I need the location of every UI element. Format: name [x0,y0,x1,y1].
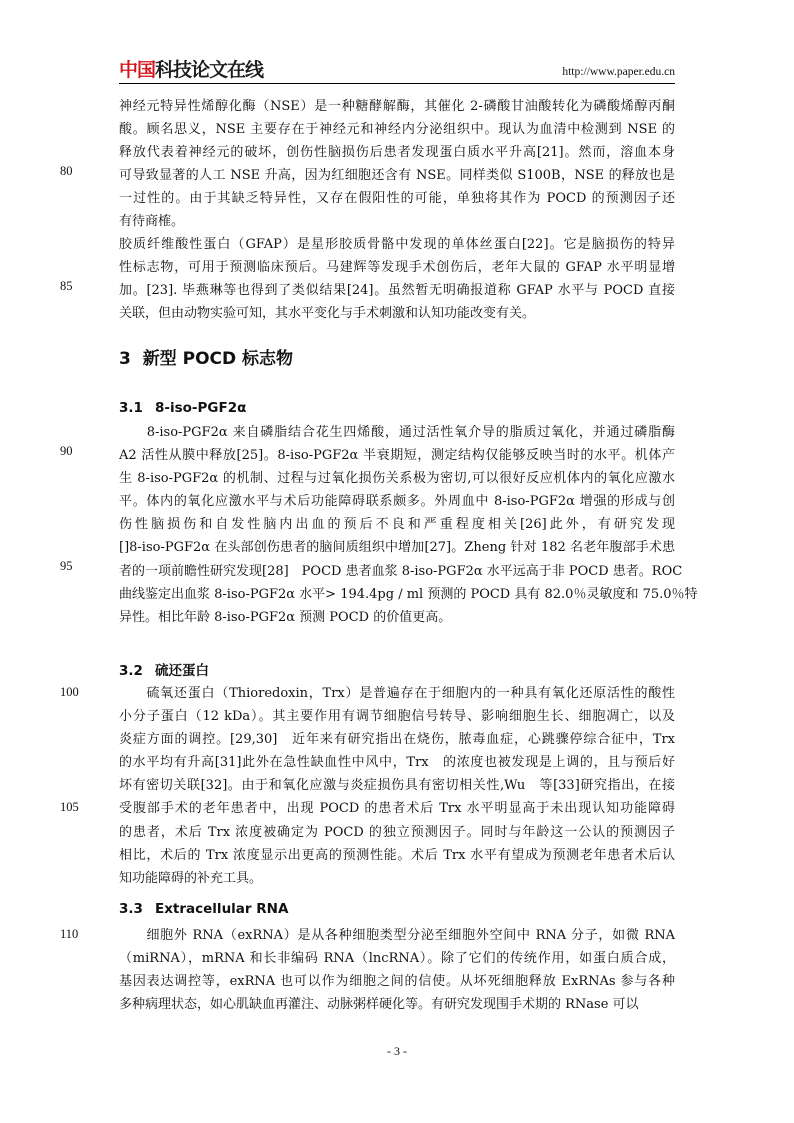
text-line: []8-iso-PGF2α 在头部创伤患者的脑间质组织中增加[27]。Zheng 针对 182 名老年腹部手术患 [119,540,675,556]
text-line: 可导致显著的人工 NSE 升高，因为红细胞还含有 NSE。同样类似 S100B，NSE 的释放也是 [119,168,675,184]
text-line: A2 活性从膜中释放[25]。8-iso-PGF2α 半衰期短，测定结构仅能够反映当时的水平。机体产 [119,448,675,464]
paragraph-thioredoxin [119,682,675,890]
text-line: 神经元特异性烯醇化酶（NSE）是一种糖酵解酶，其催化 2-磷酸甘油酸转化为磷酸烯醇丙酮 [119,99,675,114]
text-line: 受腹部手术的老年患者中，出现 POCD 的患者术后 Trx 水平明显高于未出现认知功能障碍 [119,801,675,817]
text-line: 的水平均有升高[31]此外在急性缺血性中风中，Trx 的浓度也被发现是上调的，且与预后好 [119,755,675,771]
text-line: 硫氧还蛋白（Thioredoxin，Trx）是普遍存在于细胞内的一种具有氧化还原活性的酸性 [119,686,675,701]
line-number: 105 [60,800,79,814]
text-line: 坏有密切关联[32]。由于和氧化应激与炎症损伤具有密切相关性,Wu 等[33]研究指出，在接 [119,778,675,794]
line-number: 85 [60,279,73,293]
text-line: 有待商榷。 [119,214,185,230]
text-line: 多种病理状态，如心肌缺血再灌注、动脉粥样硬化等。有研究发现围手术期的 RNase 可以 [119,997,639,1013]
line-number: 95 [60,559,73,573]
text-line: 小分子蛋白（12 kDa）。其主要作用有调节细胞信号转导、影响细胞生长、细胞凋亡，以及 [119,709,675,725]
text-line: 酸。顾名思义，NSE 主要存在于神经元和神经内分泌组织中。现认为血清中检测到 NSE 的 [119,122,675,138]
text-line: 细胞外 RNA（exRNA）是从各种细胞类型分泌至细胞外空间中 RNA 分子，如微 RNA [119,928,675,943]
subsection-heading-3-3: 3.3 Extracellular RNA [119,901,289,917]
line-number: 80 [60,164,73,178]
text-line: 异性。相比年龄 8-iso-PGF2α 预测 POCD 的价值更高。 [119,609,452,625]
page-number: - 3 - [387,1044,407,1058]
header-rule [119,83,675,84]
subsection-heading-3-1: 3.1 8-iso-PGF2α [119,400,247,416]
line-number: 100 [60,685,79,699]
text-line: 胶质纤维酸性蛋白（GFAP）是星形胶质骨骼中发现的单体丝蛋白[22]。它是脑损伤的特异 [119,237,675,252]
text-line: 生 8-iso-PGF2α 的机制、过程与过氧化损伤关系极为密切,可以很好反应机体内的氧化应激水 [119,471,675,487]
text-line: 8-iso-PGF2α 来自磷脂结合花生四烯酸，通过活性氧介导的脂质过氧化，并通过磷脂酶 [119,425,675,440]
paragraph-8-iso-pgf2a [119,421,698,629]
text-line: 相比，术后的 Trx 浓度显示出更高的预测性能。术后 Trx 水平有望成为预测老年患者术后认 [119,847,675,863]
text-line: 的患者，术后 Trx 浓度被确定为 POCD 的独立预测因子。同时与年龄这一公认的预测因子 [119,824,675,840]
text-line: 关联，但由动物实验可知，其水平变化与手术刺激和认知功能改变有关。 [119,306,536,322]
text-line: 释放代表着神经元的破坏，创伤性脑损伤后患者发现蛋白质水平升高[21]。然而，溶血本身 [119,145,675,161]
text-line: 炎症方面的调控。[29,30] 近年来有研究指出在烧伤，脓毒血症，心跳骤停综合征中，Trx [119,732,675,748]
line-number: 110 [60,927,79,941]
paragraph-extracellular-rna [119,924,675,1016]
text-line: 曲线鉴定出血浆 8-iso-PGF2α 水平> 194.4pg / ml 预测的 POCD 具有 82.0％灵敏度和 75.0％特 [119,586,698,602]
header-url[interactable]: http://www.paper.edu.cn [562,66,675,78]
text-line: 伤性脑损伤和自发性脑内出血的预后不良和严重程度相关[26]此外，有研究发现 [119,517,675,533]
text-line: 性标志物，可用于预测临床预后。马建辉等发现手术创伤后，老年大鼠的 GFAP 水平明显增 [119,260,675,276]
text-line: 知功能障碍的补充工具。 [119,870,263,886]
text-line: 者的一项前瞻性研究发现[28] POCD 患者血浆 8-iso-PGF2α 水平远高于非 POCD 患者。ROC [119,563,683,579]
paragraph-gfap [119,233,675,325]
text-line: 平。体内的氧化应激水平与术后功能障碍联系颇多。外周血中 8-iso-PGF2α 增强的形成与创 [119,494,675,510]
journal-logo: 中国科技论文在线 [119,59,264,81]
subsection-heading-3-2: 3.2 硫还蛋白 [119,663,209,679]
text-line: 基因表达调控等，exRNA 也可以作为细胞之间的信使。从坏死细胞释放 ExRNAs 参与各种 [119,974,675,990]
page-header [119,58,675,82]
section-heading: 3 新型 POCD 标志物 [119,349,294,369]
line-number: 90 [60,444,73,458]
text-line: 一过性的。由于其缺乏特异性，又存在假阳性的可能，单独将其作为 POCD 的预测因子还 [119,191,675,207]
text-line: （miRNA），mRNA 和长非编码 RNA（lncRNA）。除了它们的传统作用，如蛋白质合成， [119,951,675,967]
paragraph-nse [119,95,675,234]
text-line: 加。[23]. 毕燕琳等也得到了类似结果[24]。虽然暂无明确报道称 GFAP 水平与 POCD 直接 [119,283,675,299]
